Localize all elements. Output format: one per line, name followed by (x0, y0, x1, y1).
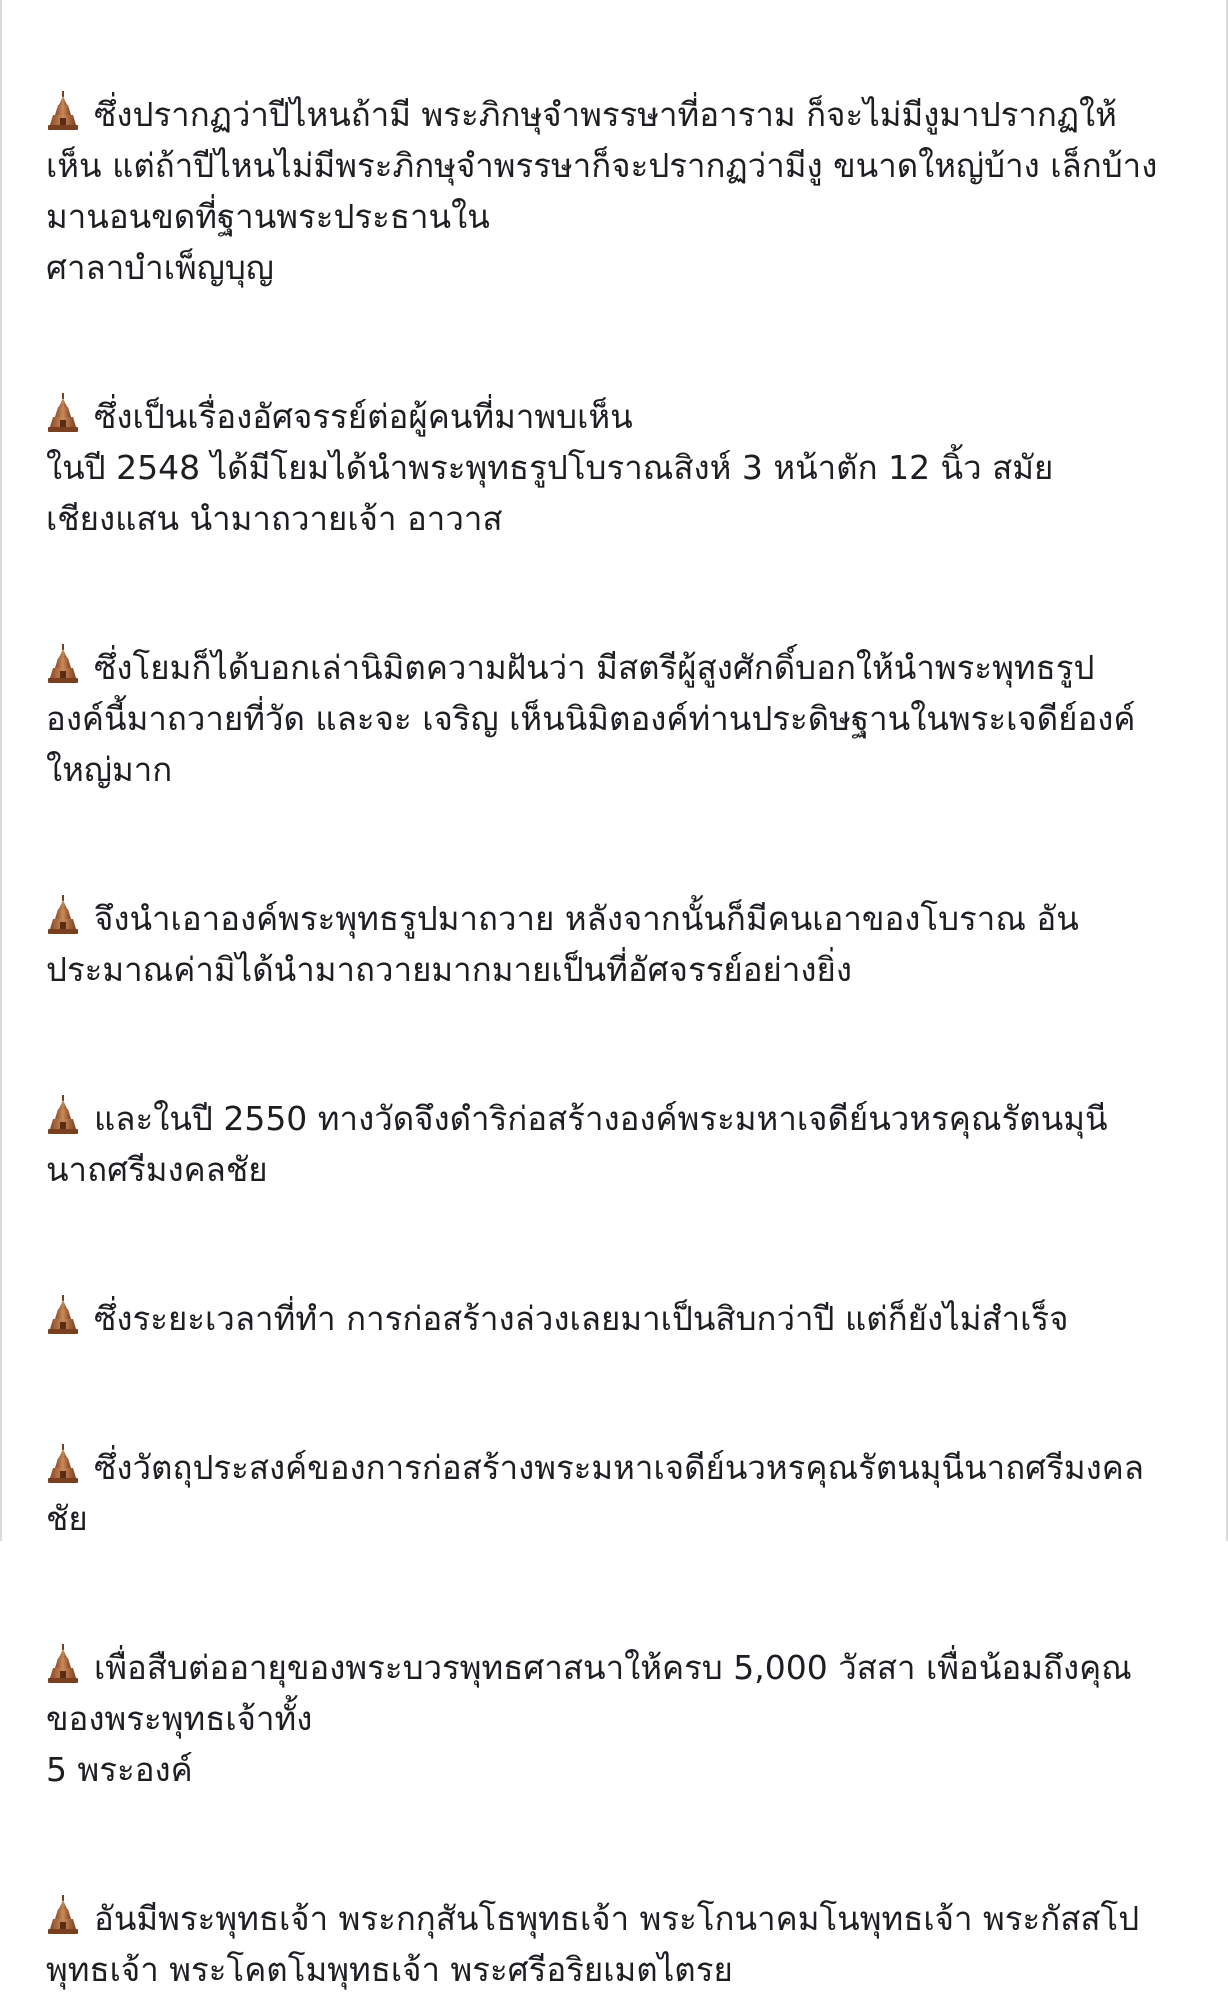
paragraph-1 (46, 38, 1182, 293)
paragraph-text: ซึ่งโยมก็ได้บอกเล่านิมิตความฝันว่า มีสตรีผู้สูงศักดิ์บอกให้นำพระพุทธรูป องค์นี้มาถวายที่วัด และจะ เจริญ เห็นนิมิตองค์ท่านประดิษฐานในพระเจดีย์องค์ ใหญ่มาก (46, 648, 1136, 789)
paragraph-6 (46, 1242, 1182, 1344)
stupa-icon (46, 1295, 80, 1335)
paragraph-2 (46, 340, 1182, 544)
paragraph-4 (46, 842, 1182, 995)
paragraph-8 (46, 1591, 1182, 1795)
paragraph-3 (46, 591, 1182, 795)
stupa-icon (46, 1644, 80, 1684)
stupa-icon (46, 1444, 80, 1484)
stupa-icon (46, 393, 80, 433)
paragraph-text: จึงนำเอาองค์พระพุทธรูปมาถวาย หลังจากนั้นก็มีคนเอาของโบราณ อัน ประมาณค่ามิได้นำมาถวายมากมายเป็นที่อัศจรรย์อย่างยิ่ง (46, 899, 1079, 989)
paragraph-text: เพื่อสืบต่ออายุของพระบวรพุทธศาสนาให้ครบ 5,000 วัสสา เพื่อน้อมถึงคุณ ของพระพุทธเจ้าทั้ง 5 พระองค์ (46, 1648, 1132, 1789)
stupa-icon (46, 895, 80, 935)
stupa-icon (46, 91, 80, 131)
stupa-icon (46, 1895, 80, 1935)
paragraph-text: อันมีพระพุทธเจ้า พระกกุสันโธพุทธเจ้า พระโกนาคมโนพุทธเจ้า พระกัสสโป พุทธเจ้า พระโคตโมพุทธเจ้า พระศรีอริยเมตไตรย (46, 1899, 1140, 1989)
stupa-icon (46, 644, 80, 684)
paragraph-7 (46, 1391, 1182, 1544)
paragraph-5 (46, 1042, 1182, 1195)
paragraph-text: ซึ่งปรากฏว่าปีไหนถ้ามี พระภิกษุจำพรรษาที่อาราม ก็จะไม่มีงูมาปรากฏให้ เห็น แต่ถ้าปีไหนไม่มีพระภิกษุจำพรรษาก็จะปรากฏว่ามีงู ขนาดใหญ่บ้าง เล็กบ้าง มานอนขดที่ฐานพระประธานใน ศาลาบำเพ็ญบุญ (46, 95, 1158, 287)
stupa-icon (46, 1095, 80, 1135)
paragraph-text: ซึ่งวัตถุประสงค์ของการก่อสร้างพระมหาเจดีย์นวหรคุณรัตนมุนีนาถศรีมงคล ชัย (46, 1448, 1145, 1538)
paragraph-text: ซึ่งระยะเวลาที่ทำ การก่อสร้างล่วงเลยมาเป็นสิบกว่าปี แต่ก็ยังไม่สำเร็จ (94, 1299, 1069, 1338)
paragraph-9 (46, 1842, 1182, 1995)
paragraph-text: ซึ่งเป็นเรื่องอัศจรรย์ต่อผู้คนที่มาพบเห็น ในปี 2548 ได้มีโยมได้นำพระพุทธรูปโบราณสิงห์ 3 หน้าตัก 12 นิ้ว สมัย เชียงแสน นำมาถวายเจ้า อาวาส (46, 397, 1054, 538)
paragraph-text: และในปี 2550 ทางวัดจึงดำริก่อสร้างองค์พระมหาเจดีย์นวหรคุณรัตนมุนี นาถศรีมงคลชัย (46, 1099, 1108, 1189)
